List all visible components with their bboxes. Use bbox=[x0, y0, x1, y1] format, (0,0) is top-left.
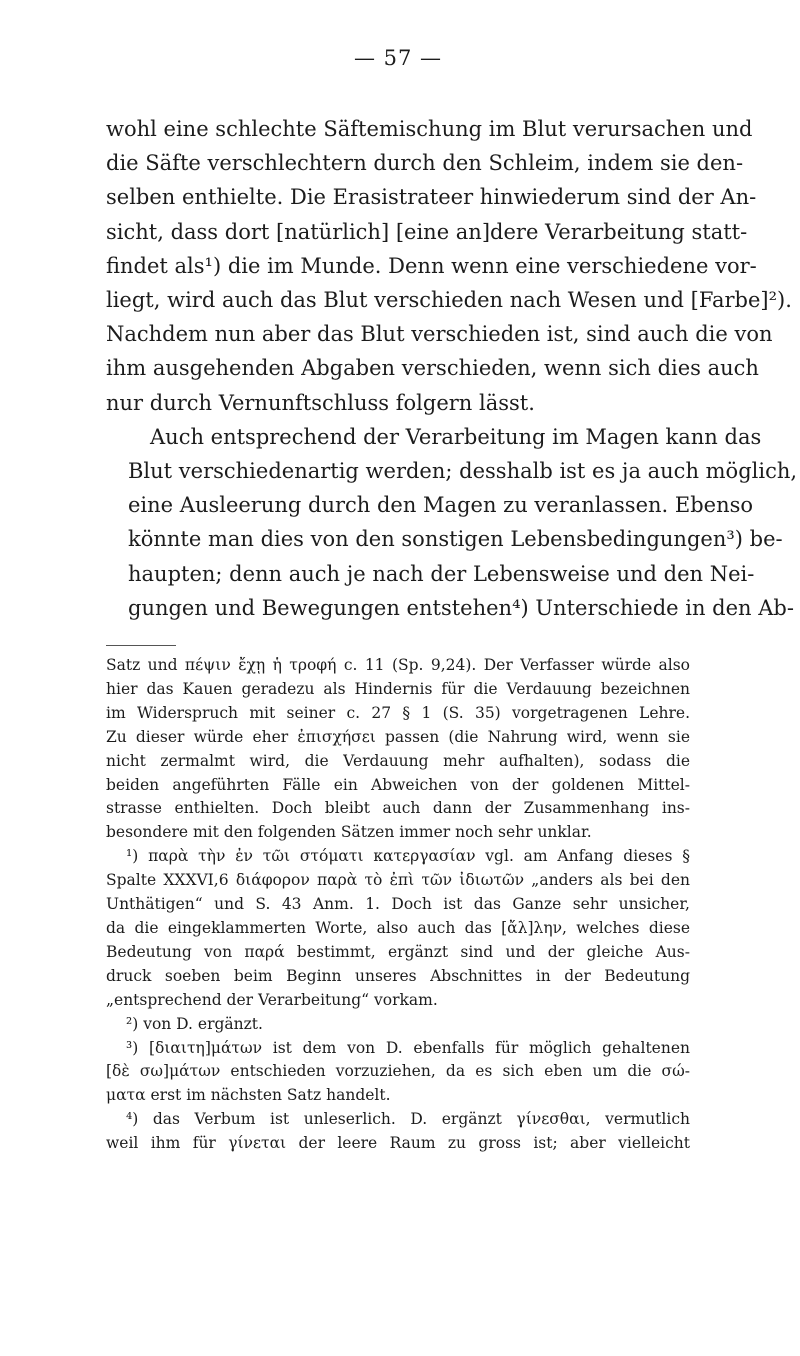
text-line: Nachdem nun aber das Blut verschieden ist, sind auch die von bbox=[106, 322, 773, 347]
footnote-divider bbox=[106, 645, 176, 646]
footnote-line: Bedeutung von παρά bestimmt, ergänzt sind und der gleiche Aus- bbox=[106, 942, 690, 961]
text-line: selben enthielte. Die Erasistrateer hinwiederum sind der An- bbox=[106, 185, 757, 210]
page-number: — 57 — bbox=[353, 46, 443, 70]
text-line: ihm ausgehenden Abgaben verschieden, wenn sich dies auch bbox=[106, 356, 759, 381]
paragraph-2 bbox=[106, 420, 798, 625]
footnote-line: hier das Kauen geradezu als Hindernis für die Verdauung bezeichnen bbox=[106, 679, 690, 698]
paragraph-1 bbox=[106, 112, 792, 420]
text-line: nur durch Vernunftschluss folgern lässt. bbox=[106, 390, 535, 415]
footnote-line: weil ihm für γίνεται der leere Raum zu gross ist; aber vielleicht bbox=[106, 1134, 690, 1153]
footnote-line: „entsprechend der Verarbeitung“ vorkam. bbox=[106, 990, 438, 1009]
footnote-line: ³) [διαιτη]μάτων ist dem von D. ebenfalls für möglich gehaltenen bbox=[126, 1038, 690, 1057]
footnotes bbox=[106, 654, 690, 1156]
text-line: liegt, wird auch das Blut verschieden nach Wesen und [Farbe]²). bbox=[106, 288, 792, 313]
footnote-line: nicht zermalmt wird, die Verdauung mehr aufhalten), sodass die bbox=[106, 751, 690, 770]
footnote-line: strasse enthielten. Doch bleibt auch dann der Zusammenhang ins- bbox=[106, 799, 690, 818]
footnote-line: ²) von D. ergänzt. bbox=[126, 1014, 263, 1033]
page bbox=[106, 40, 798, 1156]
text-line: die Säfte verschlechtern durch den Schleim, indem sie den- bbox=[106, 151, 744, 176]
footnote-line: ¹) παρὰ τὴν ἐν τῶι στόματι κατεργασίαν vgl. am Anfang dieses § bbox=[126, 847, 690, 866]
footnote-line: ⁴) das Verbum ist unleserlich. D. ergänzt γίνεσθαι, vermutlich bbox=[126, 1110, 690, 1129]
footnote-4 bbox=[106, 1108, 690, 1156]
footnote-line: ματα erst im nächsten Satz handelt. bbox=[106, 1086, 391, 1105]
text-line: eine Ausleerung durch den Magen zu veranlassen. Ebenso bbox=[128, 493, 754, 518]
text-line: Blut verschiedenartig werden; desshalb ist es ja auch möglich, bbox=[128, 459, 798, 484]
footnote-1 bbox=[106, 845, 690, 1012]
footnote-line: Unthätigen“ und S. 43 Anm. 1. Doch ist das Ganze sehr unsicher, bbox=[106, 895, 690, 914]
footnote-line: beiden angeführten Fälle ein Abweichen von der goldenen Mittel- bbox=[106, 775, 690, 794]
text-line: könnte man dies von den sonstigen Lebensbedingungen³) be- bbox=[128, 527, 783, 552]
footnote-line: druck soeben beim Beginn unseres Abschnittes in der Bedeutung bbox=[106, 966, 690, 985]
text-line: haupten; denn auch je nach der Lebensweise und den Nei- bbox=[128, 561, 755, 586]
text-line: gungen und Bewegungen entstehen⁴) Unterschiede in den Ab- bbox=[128, 595, 794, 620]
text-line: Auch entsprechend der Verarbeitung im Magen kann das bbox=[150, 424, 762, 449]
text-line: wohl eine schlechte Säftemischung im Blut verursachen und bbox=[106, 117, 753, 141]
footnote-line: da die eingeklammerten Worte, also auch das [ἄλ]λην, welches diese bbox=[106, 919, 690, 938]
text-line: findet als¹) die im Munde. Denn wenn eine verschiedene vor- bbox=[106, 253, 757, 278]
footnote-line: Spalte XXXVI,6 διάφορον παρὰ τὸ ἐπὶ τῶν ἰδιωτῶν „anders als bei den bbox=[106, 871, 690, 890]
footnote-line: [δὲ σω]μάτων entschieden vorzuziehen, da es sich eben um die σώ- bbox=[106, 1062, 690, 1081]
main-text bbox=[106, 112, 798, 625]
footnote-line: Satz und πέψιν ἔχῃ ἡ τροφή c. 11 (Sp. 9,24). Der Verfasser würde also bbox=[106, 656, 690, 675]
footnote-continuation bbox=[106, 654, 690, 845]
footnote-line: im Widerspruch mit seiner c. 27 § 1 (S. 35) vorgetragenen Lehre. bbox=[106, 703, 690, 722]
footnote-3 bbox=[106, 1037, 690, 1109]
text-line: sicht, dass dort [natürlich] [eine an]dere Verarbeitung statt- bbox=[106, 219, 748, 244]
footnote-line: Zu dieser würde eher ἐπισχήσει passen (die Nahrung wird, wenn sie bbox=[106, 727, 690, 746]
footnote-2 bbox=[106, 1013, 690, 1037]
footnote-line: besondere mit den folgenden Sätzen immer noch sehr unklar. bbox=[106, 823, 592, 842]
